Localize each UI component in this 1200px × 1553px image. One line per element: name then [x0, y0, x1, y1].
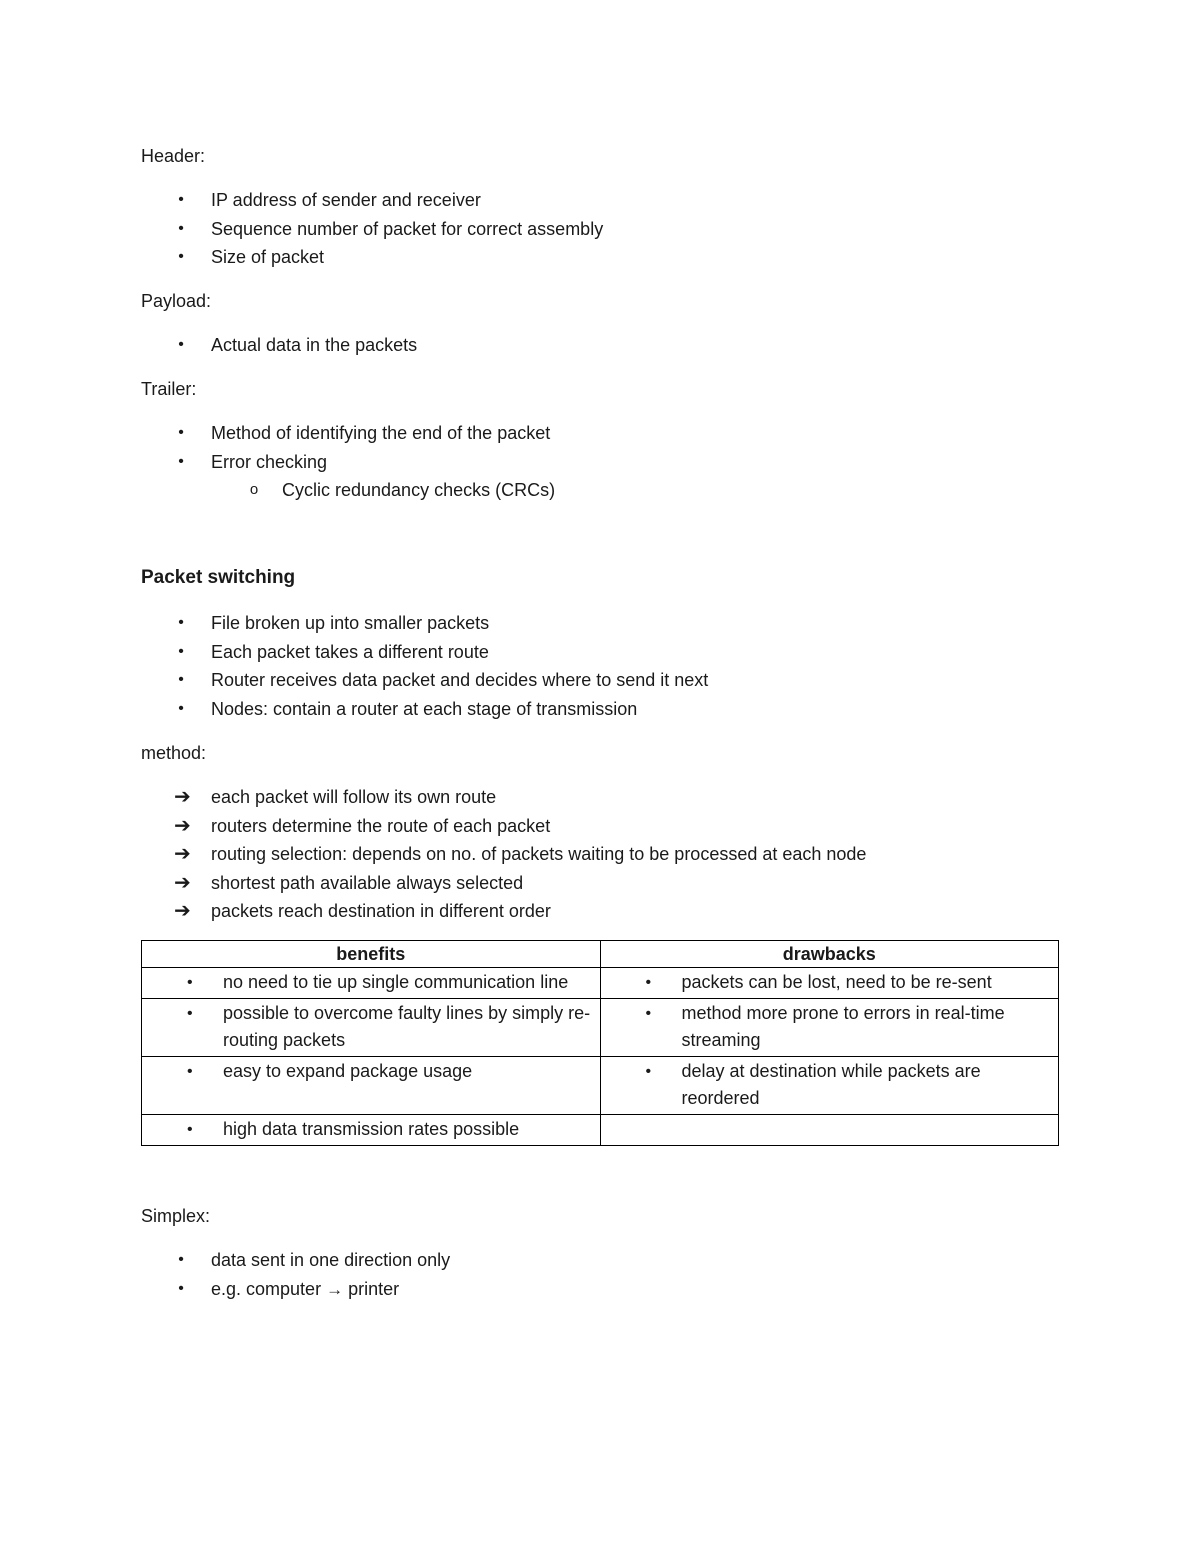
- bullet-icon: •: [178, 248, 184, 266]
- list-item-text: Cyclic redundancy checks (CRCs): [282, 480, 556, 501]
- list-item: [141, 698, 708, 727]
- bullet-icon: •: [178, 699, 184, 717]
- cell-text: delay at destination while packets are reordered: [681, 1061, 981, 1108]
- bullet-icon: •: [178, 1251, 184, 1268]
- bullet-icon: •: [645, 1005, 652, 1022]
- simplex-section-title: Simplex:: [141, 1206, 211, 1226]
- list-item: [141, 246, 603, 275]
- bullet-icon: •: [645, 1063, 652, 1080]
- cell-text: high data transmission rates possible: [223, 1119, 520, 1139]
- bullet-icon: •: [645, 974, 652, 991]
- list-item-text-prefix: e.g. computer: [211, 1278, 322, 1299]
- list-item-text-suffix: printer: [348, 1278, 400, 1299]
- payload-items-list: [141, 334, 417, 363]
- list-item-text: Router receives data packet and decides where to send it next: [211, 670, 709, 691]
- list-item-text: packets reach destination in different order: [211, 901, 551, 922]
- bullet-icon: •: [178, 671, 184, 689]
- arrow-right-icon: ➔: [174, 900, 191, 923]
- cell-text: method more prone to errors in real-time streaming: [681, 1003, 1005, 1050]
- table-cell-empty: [600, 1115, 1059, 1146]
- sub-list-item: [141, 479, 555, 508]
- arrow-right-icon: ➔: [174, 843, 191, 866]
- cell-text: packets can be lost, need to be re-sent: [681, 972, 992, 992]
- method-section-title: method:: [141, 743, 207, 763]
- list-item: [141, 1249, 450, 1278]
- table-cell: [600, 999, 1059, 1057]
- list-item-text: Each packet takes a different route: [211, 641, 489, 662]
- header-items-list: [141, 189, 603, 275]
- list-item-text: Error checking: [211, 451, 328, 472]
- bullet-icon: •: [187, 1063, 193, 1080]
- table-cell: [600, 1057, 1059, 1115]
- list-item-text: Method of identifying the end of the packet: [211, 423, 551, 443]
- bullet-icon: •: [178, 642, 184, 660]
- table-row: [142, 999, 1059, 1057]
- list-item: [141, 843, 866, 872]
- packet-switching-heading: Packet switching: [141, 567, 296, 588]
- trailer-items-list: [141, 422, 555, 508]
- bullet-icon: •: [187, 974, 193, 991]
- arrow-right-icon: ➔: [174, 871, 191, 894]
- list-item-text: File broken up into smaller packets: [211, 613, 490, 633]
- header-section-title: Header:: [141, 146, 206, 166]
- method-list: [141, 786, 866, 929]
- list-item: [141, 189, 603, 218]
- table-cell: [142, 968, 601, 999]
- list-item-text: data sent in one direction only: [211, 1250, 451, 1270]
- table-row: [142, 968, 1059, 999]
- trailer-section-title: Trailer:: [141, 379, 197, 399]
- cell-text: easy to expand package usage: [223, 1061, 473, 1081]
- cell-text: no need to tie up single communication line: [223, 972, 569, 992]
- list-item: [141, 451, 555, 480]
- list-item: [141, 786, 866, 815]
- list-item: [141, 1278, 450, 1307]
- list-item: [141, 612, 708, 641]
- table-row: [142, 1057, 1059, 1115]
- cell-text: possible to overcome faulty lines by simply re-routing packets: [223, 1003, 591, 1050]
- bullet-icon: •: [178, 424, 184, 441]
- list-item: [141, 218, 603, 247]
- list-item: [141, 815, 866, 844]
- table-row: [142, 1115, 1059, 1146]
- arrow-right-icon: →: [326, 1279, 344, 1299]
- table-cell: [142, 999, 601, 1057]
- list-item-text: Nodes: contain a router at each stage of transmission: [211, 698, 638, 719]
- list-item-text: Sequence number of packet for correct assembly: [211, 218, 604, 239]
- list-item: [141, 422, 555, 451]
- payload-section-title: Payload:: [141, 291, 212, 311]
- arrow-right-icon: ➔: [174, 786, 191, 808]
- circle-bullet-icon: o: [249, 481, 259, 499]
- bullet-icon: •: [187, 1121, 193, 1138]
- bullet-icon: •: [187, 1005, 193, 1022]
- list-item-text: routing selection: depends on no. of packets waiting to be processed at each node: [211, 844, 867, 865]
- table-cell: [600, 968, 1059, 999]
- bullet-icon: •: [178, 614, 184, 631]
- list-item-text: routers determine the route of each packet: [211, 815, 551, 836]
- bullet-icon: •: [178, 336, 184, 353]
- list-item: [141, 641, 708, 670]
- list-item: [141, 872, 866, 901]
- bullet-icon: •: [178, 1279, 184, 1297]
- table-cell: [142, 1115, 601, 1146]
- bullet-icon: •: [178, 191, 184, 208]
- list-item-text: IP address of sender and receiver: [211, 190, 481, 210]
- drawbacks-column-header: drawbacks: [600, 941, 1059, 968]
- list-item-text: Size of packet: [211, 247, 325, 268]
- table-header-row: [142, 941, 1059, 968]
- bullet-icon: •: [178, 219, 184, 237]
- list-item-text: Actual data in the packets: [211, 335, 418, 355]
- list-item: [141, 669, 708, 698]
- list-item: [141, 334, 417, 363]
- benefits-column-header: benefits: [142, 941, 601, 968]
- list-item: [141, 900, 866, 929]
- list-item-text: each packet will follow its own route: [211, 787, 497, 807]
- list-item-text: shortest path available always selected: [211, 872, 524, 893]
- simplex-list: [141, 1249, 450, 1306]
- table-cell: [142, 1057, 601, 1115]
- arrow-right-icon: ➔: [174, 814, 191, 837]
- benefits-drawbacks-table: [141, 940, 1059, 1146]
- bullet-icon: •: [178, 452, 184, 470]
- packet-switching-list: [141, 612, 708, 726]
